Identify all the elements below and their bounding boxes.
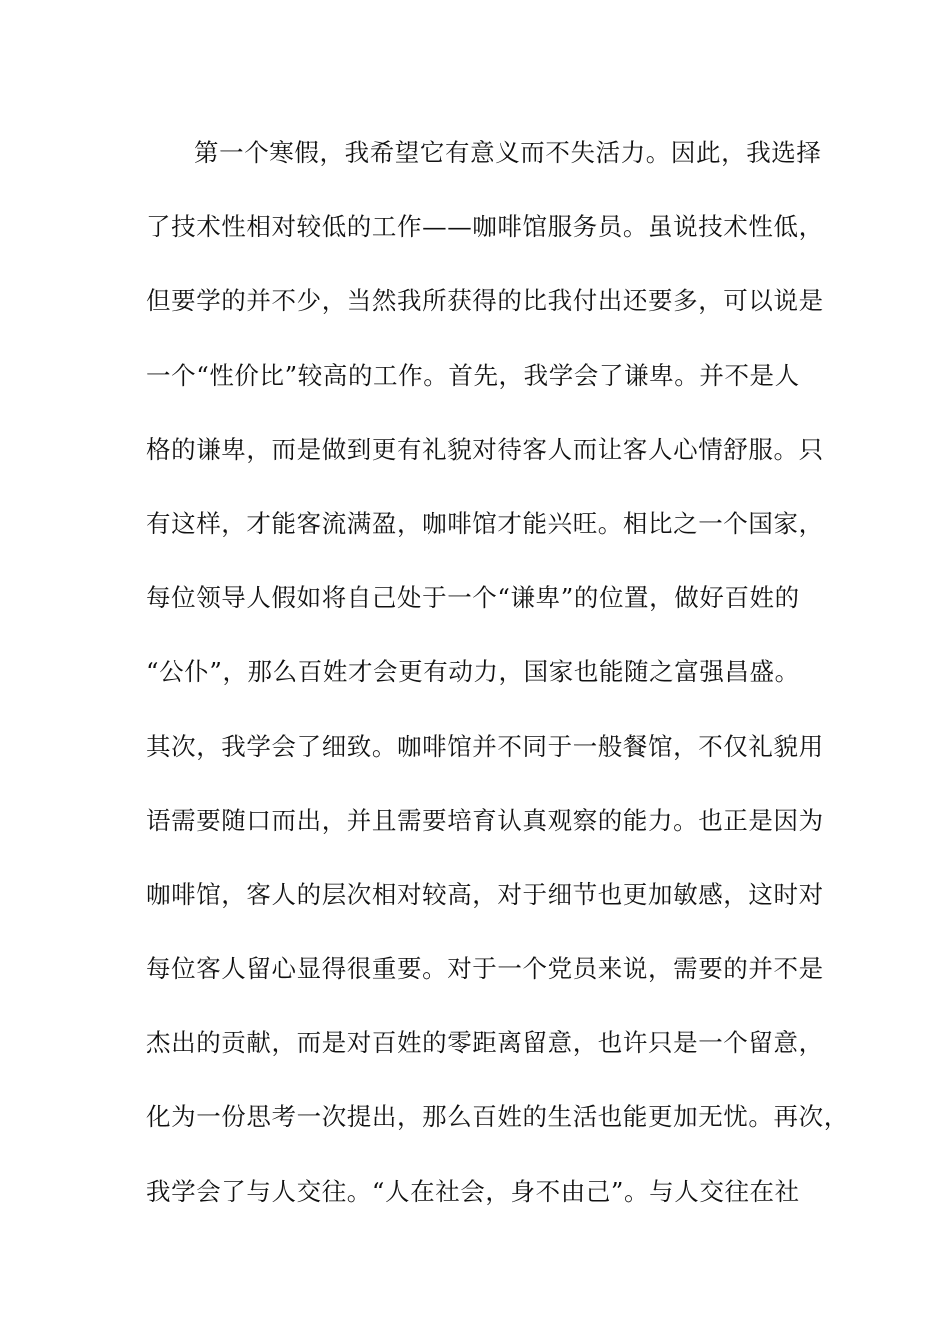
text-line: 第一个寒假，我希望它有意义而不失活力。因此，我选择 [194, 138, 822, 167]
text-line: 语需要随口而出，并且需要培育认真观察的能力。也正是因为 [146, 805, 824, 835]
text-line: 有这样，才能客流满盈，咖啡馆才能兴旺。相比之一个国家， [146, 508, 824, 538]
text-line: 其次，我学会了细致。咖啡馆并不同于一般餐馆，不仅礼貌用 [146, 731, 824, 761]
body-paragraph [146, 130, 849, 1243]
text-line: 格的谦卑，而是做到更有礼貌对待客人而让客人心情舒服。只 [146, 434, 824, 464]
text-line: 每位客人留心显得很重要。对于一个党员来说，需要的并不是 [146, 954, 824, 984]
text-line: “公仆”，那么百姓才会更有动力，国家也能随之富强昌盛。 [146, 657, 800, 687]
text-line: 化为一份思考一次提出，那么百姓的生活也能更加无忧。再次， [146, 1102, 849, 1132]
text-line: 杰出的贡献，而是对百姓的零距离留意，也许只是一个留意， [146, 1028, 824, 1058]
text-line: 一个“性价比”较高的工作。首先，我学会了谦卑。并不是人 [146, 360, 800, 390]
text-line: 每位领导人假如将自己处于一个“谦卑”的位置，做好百姓的 [146, 583, 800, 613]
text-line: 咖啡馆，客人的层次相对较高，对于细节也更加敏感，这时对 [146, 879, 824, 909]
text-line: 了技术性相对较低的工作——咖啡馆服务员。虽说技术性低， [146, 212, 824, 242]
text-line: 但要学的并不少，当然我所获得的比我付出还要多，可以说是 [146, 286, 824, 316]
text-line: 我学会了与人交往。“人在社会，身不由己”。与人交往在社 [146, 1176, 800, 1206]
